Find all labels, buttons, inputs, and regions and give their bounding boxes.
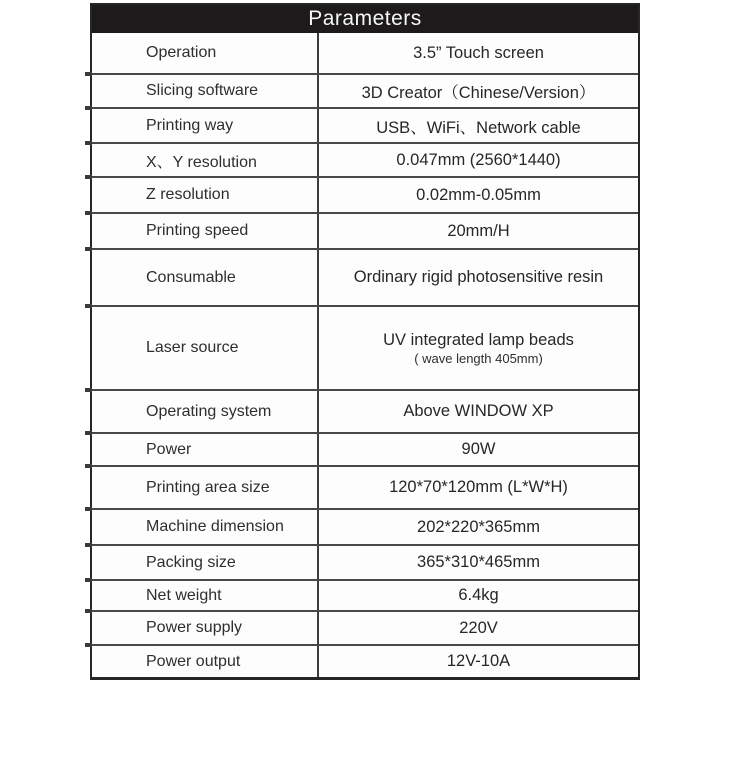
- spec-value-text: 90W: [461, 440, 496, 458]
- spec-label: Printing way: [92, 109, 319, 142]
- spec-value: [319, 307, 638, 389]
- table-title: Parameters: [92, 5, 638, 33]
- spec-value-text: 6.4kg: [458, 586, 499, 604]
- spec-value: [319, 250, 638, 305]
- spec-value-text: 202*220*365mm: [417, 517, 540, 536]
- spec-value-text: 0.02mm-0.05mm: [416, 185, 541, 204]
- spec-label: Laser source: [92, 307, 319, 389]
- spec-label: Net weight: [92, 581, 319, 610]
- spec-value-text: 12V-10A: [446, 652, 511, 670]
- spec-value-note: ( wave length 405mm): [414, 350, 543, 366]
- table-row: [92, 544, 638, 579]
- spec-value: [319, 391, 638, 432]
- table-row: [92, 305, 638, 389]
- spec-value-text: UV integrated lamp beads: [383, 330, 574, 349]
- spec-value-text: USB、WiFi、Network cable: [376, 118, 581, 137]
- spec-label: Power output: [92, 646, 319, 677]
- table-row: [92, 73, 638, 107]
- spec-label: Operation: [92, 33, 319, 73]
- spec-value: [319, 467, 638, 508]
- spec-value: [319, 109, 638, 142]
- spec-value-text: 365*310*465mm: [417, 553, 540, 571]
- spec-value: [319, 646, 638, 677]
- spec-value-text: Above WINDOW XP: [403, 402, 554, 420]
- spec-label: Slicing software: [92, 75, 319, 107]
- spec-value: [319, 214, 638, 248]
- table-row: [92, 508, 638, 544]
- spec-value: [319, 434, 638, 465]
- spec-label: Operating system: [92, 391, 319, 432]
- table-row: [92, 610, 638, 644]
- spec-label: Printing speed: [92, 214, 319, 248]
- spec-value-text: 120*70*120mm (L*W*H): [389, 478, 568, 496]
- spec-value: [319, 581, 638, 610]
- spec-label: Consumable: [92, 250, 319, 305]
- spec-value-text: Ordinary rigid photosensitive resin: [353, 268, 604, 286]
- table-row: [92, 107, 638, 142]
- spec-value: [319, 33, 638, 73]
- spec-value: [319, 178, 638, 212]
- table-row: [92, 389, 638, 432]
- spec-value-text: 0.047mm (2560*1440): [396, 150, 561, 169]
- spec-label: Z resolution: [92, 178, 319, 212]
- spec-value: [319, 510, 638, 544]
- table-row: [92, 432, 638, 465]
- table-row: [92, 465, 638, 508]
- table-row: [92, 33, 638, 73]
- table-row: [92, 176, 638, 212]
- table-row: [92, 248, 638, 305]
- table-row: [92, 142, 638, 176]
- spec-label: Printing area size: [92, 467, 319, 508]
- spec-value: [319, 546, 638, 579]
- spec-value-text: 220V: [459, 618, 498, 637]
- spec-label: Machine dimension: [92, 510, 319, 544]
- table-row: [92, 212, 638, 248]
- parameters-table: [90, 3, 640, 680]
- spec-label: Power supply: [92, 612, 319, 644]
- spec-value: [319, 75, 638, 107]
- spec-label: X、Y resolution: [92, 144, 319, 176]
- spec-value: [319, 612, 638, 644]
- spec-table-body: [92, 33, 638, 677]
- spec-value: [319, 144, 638, 176]
- spec-value-text: 3D Creator（Chinese/Version）: [361, 84, 596, 102]
- table-row: [92, 644, 638, 677]
- spec-label: Power: [92, 434, 319, 465]
- spec-value-text: 20mm/H: [447, 221, 510, 240]
- table-row: [92, 579, 638, 610]
- spec-label: Packing size: [92, 546, 319, 579]
- spec-value-text: 3.5” Touch screen: [413, 43, 544, 62]
